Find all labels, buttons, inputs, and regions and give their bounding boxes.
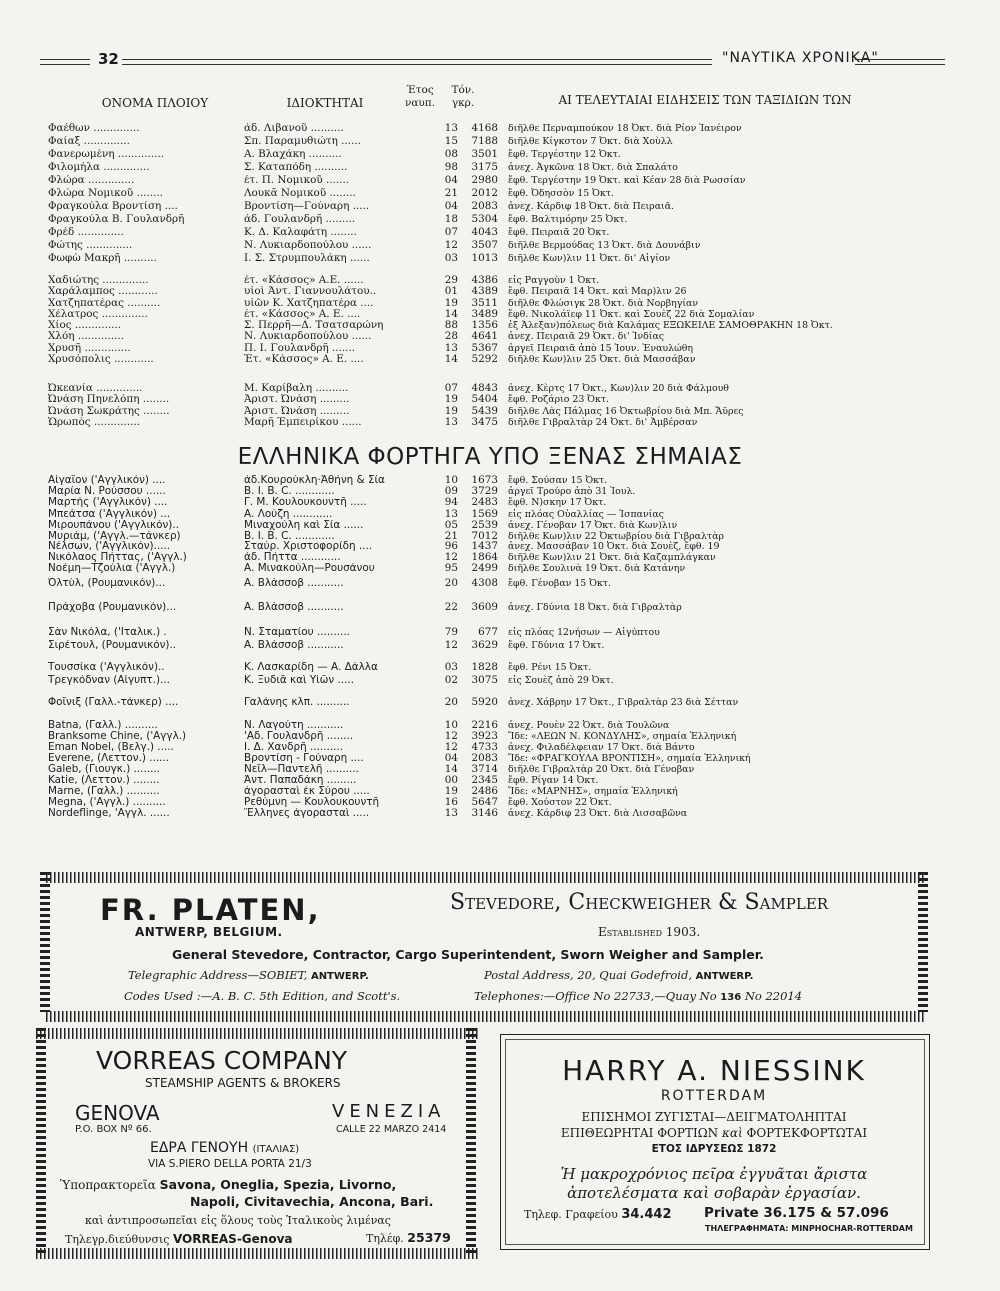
cell-owner: Κ. Λασκαρίδη — Α. Δάλλα	[244, 662, 378, 673]
cell-year: 19	[444, 393, 458, 406]
vorreas-calle: CALLE 22 MARZO 2414	[336, 1124, 447, 1135]
cell-year: 22	[444, 601, 458, 613]
cell-tons: 3923	[471, 730, 498, 743]
cell-news: διῆλθε Περναμπούκον 18 Ὀκτ. διὰ Ρίον Ἰανέιρον	[508, 123, 742, 134]
cell-news: ἔφθ. Γδύνια 17 Ὀκτ.	[508, 639, 605, 651]
cell-year: 13	[444, 807, 458, 820]
vorreas-genova: GENOVA	[75, 1101, 160, 1125]
cell-year: 79	[444, 626, 458, 638]
cell-year: 09	[444, 485, 458, 498]
cell-tons: 1864	[471, 551, 498, 564]
cell-news: διῆλθε Φλώσιγκ 28 Ὀκτ. διὰ Νορβηγίαν	[508, 297, 699, 309]
cell-owner: Λουκᾶ Νομικοῦ ........	[244, 188, 356, 199]
cell-year: 20	[444, 577, 458, 589]
cell-year: 00	[444, 774, 458, 787]
cell-news: διῆλθε Σουλινὰ 19 Ὀκτ. διὰ Κατάνην	[508, 563, 686, 575]
header-rule	[40, 59, 90, 65]
cell-tons: 1437	[471, 540, 498, 552]
cell-owner: ἀγορασταὶ ἐκ Σύρου .....	[244, 786, 370, 798]
platen-postal: Postal Address, 20, Quai Godefroid, ANTWERP.	[484, 968, 754, 982]
cell-ship: Batna, (Γαλλ.) ..........	[48, 720, 158, 731]
cell-tons: 5647	[471, 796, 498, 809]
niessink-city: ROTTERDAM	[660, 1088, 768, 1104]
cell-owner: Βροντίση—Γούναρη .....	[244, 201, 370, 212]
cell-news: ἔφθ. Πειραιᾶ 14 Ὀκτ. καὶ Μαρ)λιν 26	[508, 286, 687, 298]
cell-news: διῆλθε Λὰς Πάλμας 16 Ὀκτωβρίου διὰ Μπ. Ἄϋρες	[508, 405, 744, 417]
cell-owner: άδ. Γουλανδρῆ .........	[244, 214, 356, 225]
cell-tons: 4389	[471, 285, 498, 298]
cell-owner: Νεῖλ—Παντελῆ ..........	[244, 764, 359, 776]
cell-tons: 1569	[471, 507, 498, 520]
cell-news: ἀνεχ. Γδύνια 18 Ὀκτ. διὰ Γιβραλτὰρ	[508, 602, 682, 613]
cell-year: 08	[444, 148, 458, 160]
cell-tons: 2216	[471, 719, 498, 731]
cell-news: ἔφθ. Νικολάϊεφ 11 Ὀκτ. καὶ Σουὲζ 22 διὰ Σομαλίαν	[508, 308, 755, 320]
ad-border	[36, 1248, 478, 1259]
cell-ship: Φραγκούλα Βροντίση ....	[48, 201, 178, 212]
ad-border	[466, 1028, 476, 1256]
cell-year: 12	[444, 551, 458, 564]
cell-ship: Φώτης ..............	[48, 240, 133, 251]
cell-owner: Α. Λούζη ............	[244, 508, 333, 520]
cell-tons: 7012	[471, 530, 498, 542]
cell-news: διῆλθε Κων)λιν 22 Ὀκτωβρίου διὰ Γιβραλτὰρ	[508, 531, 724, 542]
cell-ship: Marne, (Γαλλ.) ..........	[48, 786, 160, 798]
cell-news: ἔφθ. Ν)σκην 17 Ὀκτ.	[508, 497, 607, 509]
cell-ship: Φρέδ ..............	[48, 227, 124, 238]
cell-owner: Ι. Σ. Στρυμπουλάκη ......	[244, 253, 370, 264]
cell-tons: 2483	[471, 496, 498, 509]
cell-news: διῆλθε Βερμούδας 13 Ὀκτ. διὰ Δουνάβιν	[508, 240, 701, 251]
cell-tons: 2083	[471, 752, 498, 765]
cell-year: 01	[444, 285, 458, 298]
cell-year: 07	[444, 382, 458, 394]
cell-owner: έτ. «Κάσσος» Α. Ε. ....	[244, 308, 361, 320]
cell-tons: 3475	[471, 415, 498, 428]
cell-owner: Ἀριστ. Ὠνάση .........	[244, 405, 350, 417]
vorreas-representation: καὶ ἀντιπροσωπεῖαι εἰς ὅλους τοὺς Ἰταλικοὺς λιμένας	[85, 1214, 391, 1227]
cell-tons: 3609	[471, 601, 498, 613]
niessink-phone: Τηλεφ. Γραφείου 34.442	[524, 1207, 672, 1222]
cell-owner: Μαρῆ Ἐμπειρίκου ......	[244, 416, 362, 428]
cell-tons: 5304	[471, 213, 498, 225]
cell-news: ἀνεχ. Φιλαδέλφειαν 17 Ὀκτ. διὰ Βάντο	[508, 742, 695, 754]
cell-owner: Σταύρ. Χριστοφορίδη ....	[244, 541, 373, 552]
cell-ship: Φιλομήλα ..............	[48, 162, 150, 173]
cell-news: ἔφθ. Ρένι 15 Ὀκτ.	[508, 662, 592, 673]
cell-ship: Μυριάμ, ('Αγγλ.—τάνκερ)	[48, 531, 181, 542]
cell-ship: Φραγκούλα Β. Γουλανδρῆ	[48, 214, 185, 225]
column-year: Έτος ναυπ.	[404, 84, 436, 109]
cell-year: 98	[444, 161, 458, 173]
niessink-line-2: ΕΠΙΘΕΩΡΗΤΑΙ ΦΟΡΤΙΩΝ καὶ ΦΟΡΤΕΚΦΟΡΤΩΤΑΙ	[560, 1126, 868, 1140]
cell-year: 02	[444, 673, 458, 686]
cell-year: 14	[444, 307, 458, 320]
ad-border	[918, 872, 928, 1012]
niessink-telegraph: ΤΗΛΕΓΡΑΦΗΜΑΤΑ: MINPHOCHAR-ROTTERDAM	[705, 1224, 913, 1233]
cell-ship: Χαδιώτης ..............	[48, 275, 149, 286]
cell-ship: Φλώρα Νομικοῦ ........	[48, 188, 163, 199]
cell-year: 04	[444, 752, 458, 765]
cell-ship: Galeb, (Γιουγκ.) ........	[48, 764, 160, 776]
cell-tons: 7188	[471, 135, 498, 147]
cell-owner: Β. Ι. Β. C. ............	[244, 486, 335, 498]
cell-owner: έτ. «Κάσσος» Α.Ε. ......	[244, 275, 364, 286]
platen-codes: Codes Used :—A. B. C. 5th Edition, and Scott's.	[124, 989, 401, 1003]
cell-year: 19	[444, 404, 458, 417]
cell-ship: Τουσσίκα ('Αγγλικόν)..	[48, 662, 165, 673]
cell-news: Ἴδε: «ΜΑΡΝΗΣ», σημαία Ἑλληνική	[508, 786, 678, 798]
cell-owner: άδ. Λιβανοῦ ..........	[244, 123, 344, 134]
cell-news: εἰς Ραγγοὺν 1 Ὀκτ.	[508, 275, 600, 286]
cell-ship: Μαρία Ν. Ρούσσου ......	[48, 486, 166, 498]
cell-owner: 'Αδ. Γουλανδρῆ ........	[244, 731, 354, 743]
column-latest-news: ΑΙ ΤΕΛΕΥΤΑΙΑΙ ΕΙΔΗΣΕΙΣ ΤΩΝ ΤΑΞΙΔΙΩΝ ΤΩΝ	[558, 93, 852, 107]
cell-tons: 677	[478, 626, 498, 638]
cell-tons: 4843	[471, 382, 498, 394]
cell-owner: Μιναχούλη καὶ Σία ......	[244, 519, 364, 531]
platen-name: FR. PLATEN,	[100, 893, 321, 927]
cell-news: ἔφθ. Χούστον 22 Ὀκτ.	[508, 797, 612, 809]
cell-year: 04	[444, 174, 458, 186]
vorreas-branches-cont: Napoli, Civitavechia, Ancona, Bari.	[190, 1194, 434, 1209]
cell-owner: Σ. Περρῆ—Δ. Τσατσαρώνη	[244, 320, 384, 331]
section-title: ΕΛΛΗΝΙΚΑ ΦΟΡΤΗΓΑ ΥΠΟ ΞΕΝΑΣ ΣΗΜΑΙΑΣ	[237, 444, 743, 470]
cell-owner: Σπ. Παραμυθιώτη ......	[244, 136, 361, 147]
cell-news: διῆλθε Γιβραλτὰρ 24 Ὀκτ. δι' Ἀμβέρσαν	[508, 416, 698, 428]
cell-ship: Νικόλαος Πήττας, ('Αγγλ.)	[48, 552, 187, 564]
cell-ship: Nordeflinge, 'Αγγλ. ......	[48, 808, 170, 820]
cell-tons: 5439	[471, 404, 498, 417]
cell-year: 12	[444, 239, 458, 251]
cell-tons: 3075	[471, 673, 498, 686]
cell-owner: Ἑτ. «Κάσσος» Α. Ε. ....	[244, 353, 364, 365]
cell-news: εἰς πλόας Οὐαλλίας — Ἱσπανίας	[508, 508, 664, 520]
cell-news: ἔφθ. Ὀδησσὸν 15 Ὀκτ.	[508, 188, 614, 199]
cell-ship: Φοῖνιξ (Γαλλ.-τάνκερ) ....	[48, 697, 179, 708]
header-rule	[122, 59, 712, 65]
niessink-name: HARRY A. NIESSINK	[562, 1054, 866, 1087]
cell-tons: 3729	[471, 485, 498, 498]
cell-year: 21	[444, 530, 458, 542]
cell-ship: Μπεάτσα ('Αγγλικόν) ...	[48, 508, 171, 520]
cell-ship: Νέλσων, ('Αγγλικόν).....	[48, 541, 171, 552]
cell-ship: Χρυσόπολις ............	[48, 353, 154, 365]
page-number: 32	[98, 50, 119, 68]
cell-owner: Κ. Δ. Καλαφάτη ........	[244, 227, 357, 238]
cell-year: 03	[444, 252, 458, 264]
cell-news: ἔφθ. Ρίγαν 14 Ὀκτ.	[508, 775, 599, 787]
cell-ship: Ὠκεανία ..............	[48, 383, 143, 394]
cell-owner: άδ. Πήττα ............	[244, 552, 341, 564]
cell-year: 18	[444, 213, 458, 225]
header-rule	[855, 59, 945, 65]
cell-owner: Ν. Λυκιαρδοπούλου ......	[244, 240, 372, 251]
cell-owner: Ν. Σταματίου ..........	[244, 627, 350, 638]
platen-telephones: Telephones:—Office No 22733,—Quay No 136 No 22014	[474, 989, 803, 1003]
cell-ship: Μιρουπάνου ('Αγγλικόν)..	[48, 519, 179, 531]
niessink-line-1: ΕΠΙΣΗΜΟΙ ΖΥΓΙΣΤΑΙ—ΔΕΙΓΜΑΤΟΛΗΠΤΑΙ	[581, 1110, 847, 1124]
cell-year: 07	[444, 226, 458, 238]
cell-owner: Β. Ι. Β. C. ............	[244, 531, 335, 542]
cell-ship: Χρυσῆ ..............	[48, 342, 131, 354]
platen-title: Stevedore, Checkweigher & Sampler	[450, 890, 829, 915]
vorreas-branches: Ὑποπρακτορεῖα Savona, Oneglia, Spezia, Livorno,	[60, 1177, 397, 1192]
cell-ship: Ὡρωπὸς ..............	[48, 416, 141, 428]
cell-owner: Βροντίση - Γούναρη ....	[244, 753, 364, 765]
cell-tons: 4168	[471, 122, 498, 134]
cell-news: ἔφθ. Ροζάριο 23 Ὀκτ.	[508, 394, 609, 406]
cell-news: ἔφθ. Πειραιᾶ 20 Ὀκτ.	[508, 227, 610, 238]
cell-owner: Α. Βλαχάκη ..........	[244, 149, 342, 160]
cell-year: 03	[444, 661, 458, 673]
cell-ship: Χίος ..............	[48, 320, 122, 331]
cell-owner: Γαλάνης κλπ. ..........	[244, 697, 350, 708]
cell-owner: υἱοὶ Ἀντ. Γιαννουλάτου..	[244, 286, 377, 298]
cell-year: 94	[444, 496, 458, 509]
platen-telegraphic: Telegraphic Address—SOBIET, ANTWERP.	[128, 968, 369, 982]
cell-year: 19	[444, 296, 458, 309]
cell-year: 19	[444, 785, 458, 798]
cell-tons: 2499	[471, 562, 498, 575]
cell-news: ἔφθ. Τεργέστην 19 Ὀκτ. καὶ Κέαν 28 διὰ Ρωσσίαν	[508, 175, 746, 186]
cell-year: 88	[444, 319, 458, 331]
cell-ship: Σιρέτουλ, (Ρουμανικόν)..	[48, 639, 177, 651]
platen-city: ANTWERP, BELGIUM.	[135, 925, 283, 939]
cell-ship: Φανερωμένη ..............	[48, 149, 165, 160]
column-tons: Τόν. γκρ.	[451, 84, 475, 109]
cell-tons: 1356	[471, 319, 498, 331]
cell-news: ἀνεχ. Γένοβαν 17 Ὀκτ. διὰ Κων)λιν	[508, 519, 678, 531]
niessink-private: Private 36.175 & 57.096	[704, 1205, 889, 1221]
cell-owner: υἱῶν Κ. Χατζηπατέρα ....	[244, 297, 374, 309]
cell-owner: Ἕλληνες ἀγορασταὶ .....	[244, 808, 370, 820]
cell-year: 95	[444, 562, 458, 575]
cell-ship: Νοέμη—Τζούλια ('Αγγλ.)	[48, 563, 176, 575]
cell-year: 12	[444, 741, 458, 754]
niessink-quote-2: ἀποτελέσματα καὶ σοβαρὰν ἐργασίαν.	[567, 1184, 861, 1202]
cell-owner: Γ. Μ. Κουλουκουντῆ .....	[244, 497, 367, 509]
cell-news: διῆλθε Γιβραλτὰρ 20 Ὀκτ. διὰ Γένοβαν	[508, 764, 695, 776]
cell-ship: Σὰν Νικόλα, ('Ιταλικ.) .	[48, 627, 167, 638]
cell-year: 12	[444, 730, 458, 743]
cell-news: διῆλθε Κων)λιν 21 Ὀκτ. διὰ Καζαμπλάγκαν	[508, 552, 716, 564]
vorreas-subtitle: STEAMSHIP AGENTS & BROKERS	[145, 1076, 341, 1090]
cell-year: 28	[444, 330, 458, 343]
cell-news: ἀνεχ. Κάρδιφ 18 Ὀκτ. διὰ Πειραιᾶ.	[508, 201, 675, 212]
cell-year: 29	[444, 274, 458, 286]
cell-news: διῆλθε Κίγκστον 7 Ὀκτ. διὰ Χοὺλλ	[508, 136, 673, 147]
cell-ship: Eman Nobel, (Βελγ.) .....	[48, 742, 174, 754]
cell-ship: Φαίαξ ..............	[48, 136, 130, 147]
cell-owner: Κ. Ξυδιᾶ καὶ Υἱῶν .....	[244, 674, 354, 686]
cell-tons: 2012	[471, 187, 498, 199]
cell-tons: 3501	[471, 148, 498, 160]
cell-tons: 3175	[471, 161, 498, 173]
cell-tons: 4308	[471, 577, 498, 589]
cell-owner: Α. Μινακούλη—Ρουσάνου	[244, 563, 375, 575]
cell-ship: Πράχοβα (Ρουμανικόν)...	[48, 602, 177, 613]
ad-border	[46, 1011, 926, 1022]
cell-year: 96	[444, 540, 458, 552]
column-owners: ΙΔΙΟΚΤΗΤΑΙ	[286, 96, 364, 110]
cell-owner: Π. Ι. Γουλανδρῆ .......	[244, 342, 356, 354]
cell-news: εἰς πλόας 12νήσων — Αἰγύπτου	[508, 627, 660, 638]
cell-tons: 4733	[471, 741, 498, 754]
cell-owner: έτ. Π. Νομικοῦ .......	[244, 175, 350, 186]
cell-owner: Α. Βλάσσοβ ...........	[244, 639, 344, 651]
cell-year: 13	[444, 122, 458, 134]
cell-news: ἀνεχ. Ρουὲν 22 Ὀκτ. διὰ Τουλῶνα	[508, 720, 670, 731]
cell-tons: 2539	[471, 518, 498, 531]
cell-news: ἔφθ. Τεργέστην 12 Ὀκτ.	[508, 149, 621, 160]
cell-tons: 2980	[471, 174, 498, 186]
cell-ship: Τρεγκόδναν (Αἰγυπτ.)...	[48, 674, 170, 686]
cell-news: ἀνεχ. Πειραιᾶ 29 Ὀκτ. δι' Ἰνδίας	[508, 331, 665, 343]
cell-year: 05	[444, 518, 458, 531]
cell-ship: Μαρτὴς ('Αγγλικόν) ....	[48, 497, 168, 509]
cell-news: ἀνεχ. Χάβρην 17 Ὀκτ., Γιβραλτὰρ 23 διὰ Σέτταν	[508, 697, 739, 708]
cell-news: διῆλθε Κων)λιν 25 Ὀκτ. διὰ Μασσάβαν	[508, 353, 696, 365]
cell-ship: Φαέθων ..............	[48, 123, 140, 134]
cell-tons: 4043	[471, 226, 498, 238]
niessink-founded: ΕΤΟΣ ΙΔΡΥΣΕΩΣ 1872	[651, 1143, 777, 1155]
cell-ship: Αἰγαῖον ('Αγγλικόν) ....	[48, 475, 166, 486]
cell-year: 13	[444, 341, 458, 354]
cell-ship: Ὀλτὺλ, (Ρουμανικόν)...	[48, 578, 166, 589]
cell-tons: 3629	[471, 638, 498, 651]
cell-year: 21	[444, 187, 458, 199]
magazine-title: "ΝΑΥΤΙΚΑ ΧΡΟΝΙΚΑ"	[722, 50, 879, 66]
ad-border	[40, 872, 50, 1012]
cell-news: Ἴδε: «ΦΡΑΓΚΟΥΛΑ ΒΡΟΝΤΙΣΗ», σημαία Ἑλληνική	[508, 753, 751, 765]
cell-tons: 3146	[471, 807, 498, 820]
platen-description: General Stevedore, Contractor, Cargo Superintendent, Sworn Weigher and Sampler.	[172, 947, 764, 962]
cell-news: ἀργεῖ Πειραιᾶ ἀπὸ 15 Ἰουν. Ἐναυλώθη	[508, 342, 693, 354]
vorreas-pobox: P.O. BOX Nº 66.	[75, 1124, 152, 1135]
cell-news: ἔφθ. Σούσαν 15 Ὀκτ.	[508, 475, 608, 486]
cell-year: 12	[444, 638, 458, 651]
cell-tons: 3507	[471, 239, 498, 251]
vorreas-name: VORREAS COMPANY	[96, 1046, 348, 1075]
cell-owner: Ἀριστ. Ὠνάση .........	[244, 394, 350, 406]
cell-year: 10	[444, 719, 458, 731]
ad-border	[36, 1028, 478, 1039]
cell-news: ἔφθ. Γένοβαν 15 Ὀκτ.	[508, 578, 611, 589]
cell-tons: 3489	[471, 307, 498, 320]
cell-news: ἀνεχ. Κάρδιφ 23 Ὀκτ. διὰ Λισσαβῶνα	[508, 808, 688, 820]
cell-year: 20	[444, 696, 458, 708]
cell-owner: Ν. Λαγούτη ...........	[244, 720, 344, 731]
cell-news: Ἴδε: «ΛΕΩΝ Ν. ΚΟΝΔΥΛΗΣ», σημαία Ἑλληνική	[508, 731, 737, 743]
column-ship-name: ΟΝΟΜΑ ΠΛΟΙΟΥ	[101, 96, 209, 110]
cell-owner: Α. Βλάσσοβ ...........	[244, 602, 344, 613]
vorreas-seat: ΕΔΡΑ ΓΕΝΟΥΗ (ΙΤΑΛΙΑΣ)	[150, 1140, 300, 1156]
cell-year: 15	[444, 135, 458, 147]
cell-ship: Everene, (Λεττον.) ......	[48, 753, 170, 765]
cell-ship: Katie, (Λεττον.) ........	[48, 775, 160, 787]
cell-tons: 3511	[471, 296, 498, 309]
cell-owner: Ἀντ. Παπαδάκη .........	[244, 775, 357, 787]
cell-ship: Χλόη ..............	[48, 331, 125, 343]
cell-news: ἀνεχ. Κὲρτς 17 Ὀκτ., Κων)λιν 20 διὰ Φάλμουθ	[508, 383, 729, 394]
cell-owner: Ρεθύμνη — Κουλουκουντῆ	[244, 797, 380, 809]
cell-news: εἰς Σουὲζ ἀπὸ 29 Ὀκτ.	[508, 674, 614, 686]
niessink-quote-1: Ἡ μακροχρόνιος πεῖρα ἐγγυᾶται ἄριστα	[560, 1165, 868, 1183]
ad-border	[36, 1028, 46, 1256]
cell-ship: Branksome Chine, ('Αγγλ.)	[48, 731, 187, 743]
cell-tons: 5367	[471, 341, 498, 354]
cell-tons: 5292	[471, 352, 498, 365]
cell-tons: 2486	[471, 785, 498, 798]
cell-year: 04	[444, 200, 458, 212]
vorreas-address: VIA S.PIERO DELLA PORTA 21/3	[148, 1158, 312, 1170]
cell-tons: 2345	[471, 774, 498, 787]
page-header	[40, 50, 945, 72]
cell-owner: Α. Βλάσσοβ ...........	[244, 578, 344, 589]
cell-tons: 1013	[471, 252, 498, 264]
cell-year: 16	[444, 796, 458, 809]
cell-ship: Ὠνάση Πηνελόπη ........	[48, 394, 170, 406]
cell-owner: άδ.Κουρούκλη·Ἀθήνη & Σία	[244, 475, 385, 486]
cell-ship: Megna, ('Αγγλ.) ..........	[48, 797, 166, 809]
cell-year: 13	[444, 415, 458, 428]
cell-tons: 5404	[471, 393, 498, 406]
cell-ship: Ὠνάση Σωκράτης ........	[48, 405, 170, 417]
vorreas-telegraph: Τηλεγρ.διεύθυνσις VORREAS-Genova	[65, 1232, 293, 1246]
cell-year: 14	[444, 352, 458, 365]
cell-news: ἀργεῖ Τρούρο ἀπὸ 31 Ἰουλ.	[508, 486, 636, 498]
vorreas-venezia: VENEZIA	[332, 1101, 446, 1122]
cell-tons: 4386	[471, 274, 498, 286]
cell-news: ἀνεχ. Ἀγκῶνα 18 Ὀκτ. διὰ Σπαλάτο	[508, 162, 678, 173]
cell-year: 13	[444, 507, 458, 520]
cell-year: 14	[444, 763, 458, 776]
cell-news: ἔφθ. Βαλτιμόρην 25 Ὀκτ.	[508, 214, 628, 225]
cell-tons: 3714	[471, 763, 498, 776]
platen-established: Established 1903.	[598, 925, 701, 939]
cell-ship: Φωφὼ Μακρῆ ..........	[48, 253, 157, 264]
cell-tons: 1828	[471, 661, 498, 673]
cell-news: ἐξ Ἀλεξαν)πόλεως διὰ Καλάμας ΕΞΩΚΕΙΛΕ ΣΑΜΟΘΡΑΚΗΝ 18 Ὀκτ.	[508, 320, 833, 331]
cell-tons: 2083	[471, 200, 498, 212]
cell-owner: Ι. Δ. Χανδρῆ ..........	[244, 742, 344, 754]
cell-ship: Χέλατρος ..............	[48, 308, 148, 320]
vorreas-phone: Τηλέφ. 25379	[366, 1230, 451, 1245]
cell-tons: 4641	[471, 330, 498, 343]
cell-ship: Φλώρα ..............	[48, 175, 135, 186]
cell-year: 10	[444, 474, 458, 486]
ad-border	[46, 872, 926, 883]
cell-ship: Χατζηπατέρας ..........	[48, 297, 161, 309]
cell-news: ἀνεχ. Μασσάβαν 10 Ὀκτ. διὰ Σουὲζ, ἔφθ. 19	[508, 541, 720, 552]
cell-news: διῆλθε Κων)λιν 11 Ὀκτ. δι' Αἰγίον	[508, 253, 671, 264]
cell-tons: 1673	[471, 474, 498, 486]
cell-owner: Μ. Καρίβαλη ..........	[244, 383, 349, 394]
cell-ship: Χαράλαμπος ............	[48, 286, 158, 298]
cell-owner: Σ. Καταπόδη ..........	[244, 162, 348, 173]
cell-owner: Ν. Λυκιαρδοπούλου ......	[244, 331, 372, 343]
cell-tons: 5920	[471, 696, 498, 708]
